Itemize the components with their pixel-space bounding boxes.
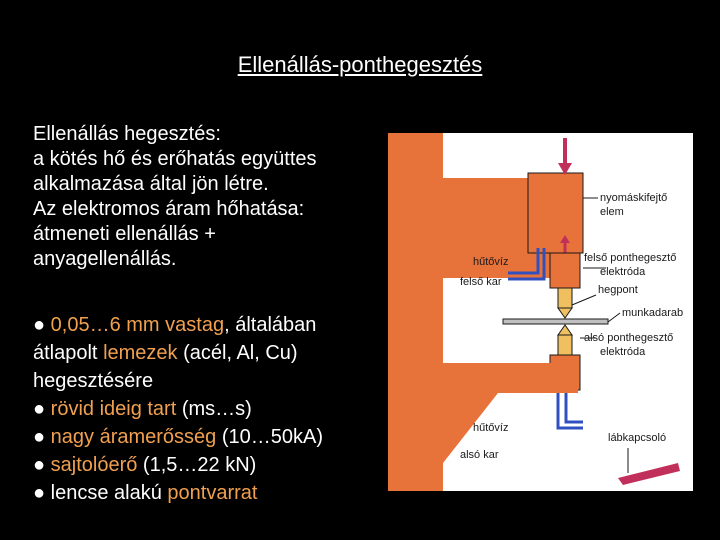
press-element	[528, 173, 583, 253]
highlight-text: nagy áramerősség	[50, 426, 217, 448]
label-lab: lábkapcsoló	[608, 432, 667, 444]
bullet-text: lencse alakú	[45, 482, 168, 504]
label-nyomaskifejto: nyomáskifejtő	[600, 192, 668, 204]
label-munkadarab: munkadarab	[622, 307, 684, 319]
label-felso-elektroda: felső ponthegesztő	[584, 252, 677, 264]
leader-line	[572, 295, 596, 305]
label-felso-kar: felső kar	[460, 276, 502, 288]
intro-line: alkalmazása által jön létre.	[33, 173, 269, 195]
label-felso-elektroda-2: elektróda	[600, 266, 646, 278]
bullet-item	[33, 395, 393, 423]
lower-electrode	[558, 335, 572, 355]
bullet-text: , általában	[224, 314, 317, 336]
bullet-item	[33, 339, 393, 367]
bullet-marker: ●	[33, 426, 46, 448]
intro-line: anyagellenállás.	[33, 248, 177, 270]
intro-line: átmeneti ellenállás +	[33, 223, 216, 245]
machine-frame	[388, 133, 443, 491]
bullet-marker: ●	[33, 482, 46, 504]
bullet-marker: ●	[33, 398, 46, 420]
label-also-elektroda-2: elektróda	[600, 346, 646, 358]
bullet-text: (acél, Al, Cu)	[177, 342, 298, 364]
intro-line: Ellenállás hegesztés:	[33, 123, 221, 145]
diagram-svg	[388, 133, 693, 491]
highlight-text: 0,05…6 mm vastag	[50, 314, 225, 336]
bullet-marker: ●	[33, 314, 46, 336]
spot-welding-diagram	[388, 133, 693, 491]
label-also-elektroda: alsó ponthegesztő	[584, 332, 674, 344]
upper-electrode-holder	[550, 253, 580, 288]
bullet-text: (ms…s)	[176, 398, 252, 420]
lower-arm	[443, 363, 578, 393]
leader-line	[608, 313, 620, 322]
bullet-marker: ●	[33, 454, 46, 476]
bullet-item: hegesztésére	[33, 370, 154, 392]
workpiece	[503, 319, 608, 324]
highlight-text: lemezek	[103, 342, 178, 364]
water-pipe-bottom-2	[566, 393, 583, 422]
highlight-text: sajtolóerő	[50, 454, 138, 476]
bullet-text: átlapolt	[33, 342, 104, 364]
bullet-text: (10…50kA)	[216, 426, 324, 448]
label-hutoviz-top: hűtővíz	[473, 256, 509, 268]
label-nyomaskifejto-2: elem	[600, 206, 624, 218]
label-hegpont: hegpont	[598, 284, 638, 296]
bullet-item	[33, 451, 393, 479]
highlight-text: pontvarrat	[167, 482, 258, 504]
intro-line: a kötés hő és erőhatás együttes	[33, 148, 317, 170]
bullet-list	[33, 311, 393, 507]
bullet-item	[33, 479, 393, 507]
bullet-item	[33, 423, 393, 451]
bullet-text: (1,5…22 kN)	[137, 454, 257, 476]
intro-text	[33, 122, 388, 272]
upper-electrode	[558, 288, 572, 308]
bullet-item	[33, 311, 393, 339]
lower-electrode-tip	[558, 325, 572, 335]
label-hutoviz-bottom: hűtővíz	[473, 422, 509, 434]
label-also-kar: alsó kar	[460, 449, 499, 461]
highlight-text: rövid ideig tart	[50, 398, 177, 420]
foot-pedal	[618, 463, 680, 485]
upper-electrode-tip	[558, 308, 572, 318]
intro-line: Az elektromos áram hőhatása:	[33, 198, 305, 220]
slide-title: Ellenállás-ponthegesztés	[237, 52, 483, 77]
